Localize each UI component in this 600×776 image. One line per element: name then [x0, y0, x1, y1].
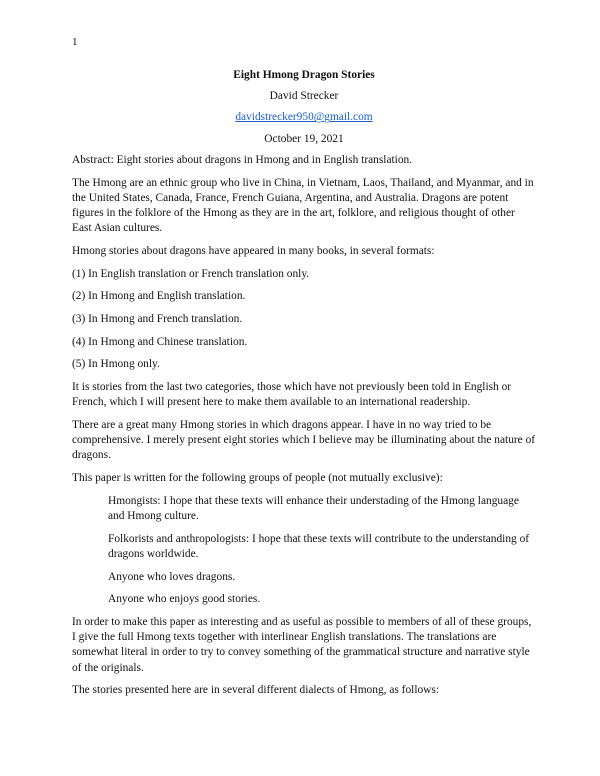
format-item: (5) In Hmong only. [72, 358, 160, 371]
audience-item: Folkorists and anthropologists: I hope that these texts will contribute to the understanding of dragons worldwide. [108, 532, 530, 560]
page-number: 1 [72, 36, 78, 48]
paper-title: Eight Hmong Dragon Stories [233, 69, 375, 81]
paper-date: October 19, 2021 [264, 132, 344, 145]
author-name: David Strecker [269, 90, 339, 103]
audience-item: Anyone who enjoys good stories. [108, 593, 261, 606]
format-item: (4) In Hmong and Chinese translation. [72, 335, 248, 348]
paragraph-method: In order to make this paper as interesting and as useful as possible to members of all of these groups, I give the full Hmong texts together with interlinear English translations. The translations are somewhat literal in order to try to convey something of the grammatical structure and narrative style of the originals. [72, 615, 532, 674]
format-item: (3) In Hmong and French translation. [72, 312, 243, 325]
paragraph-audience: This paper is written for the following groups of people (not mutually exclusive): [72, 472, 443, 485]
paragraph-dialects: The stories presented here are in several different dialects of Hmong, as follows: [72, 684, 440, 697]
page-content [72, 68, 536, 706]
abstract: Abstract: Eight stories about dragons in Hmong and in English translation. [72, 153, 413, 166]
paragraph-intro: The Hmong are an ethnic group who live in China, in Vietnam, Laos, Thailand, and Myanmar, and in the United States, Canada, France, French Guiana, Argentina, and Australia. Dragons are potent figures in the folklore of the Hmong as they are in the art, folklore, and religious thought of other East Asian cultures. [72, 176, 534, 235]
audience-item: Anyone who loves dragons. [108, 570, 236, 583]
paragraph-formats-intro: Hmong stories about dragons have appeared in many books, in several formats: [72, 244, 435, 257]
audience-item: Hmongists: I hope that these texts will enhance their understading of the Hmong language and Hmong culture. [108, 494, 519, 522]
paragraph-categories: It is stories from the last two categories, those which have not previously been told in English or French, which I will present here to make them available to an international readership. [72, 381, 512, 409]
format-item: (2) In Hmong and English translation. [72, 290, 246, 303]
paragraph-many-stories: There are a great many Hmong stories in which dragons appear. I have in no way tried to be comprehensive. I merely present eight stories which I believe may be illuminating about the nature of dragons. [72, 418, 536, 462]
author-email-link[interactable]: davidstrecker950@gmail.com [235, 111, 373, 124]
format-item: (1) In English translation or French translation only. [72, 267, 310, 280]
